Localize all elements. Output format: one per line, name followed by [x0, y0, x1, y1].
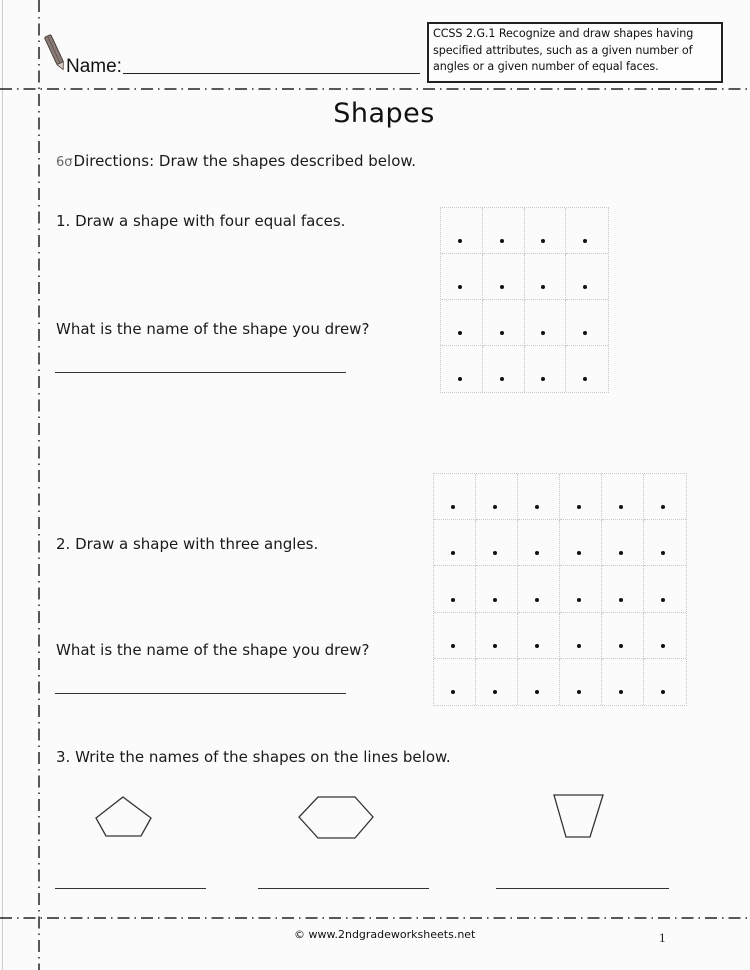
grid-dot — [500, 331, 504, 335]
grid-dot — [500, 239, 504, 243]
grid-cell — [518, 613, 560, 659]
grid-dot — [661, 505, 665, 509]
grid-dot — [619, 551, 623, 555]
grid-cell — [602, 659, 644, 705]
directions — [56, 152, 416, 170]
grid-dot — [619, 690, 623, 694]
pentagon-shape — [90, 792, 160, 842]
grid-cell — [441, 254, 483, 300]
standard-line: specified attributes, such as a given number of — [433, 43, 693, 57]
grid-cell — [644, 659, 686, 705]
page-left-edge — [2, 0, 3, 970]
grid-cell — [560, 474, 602, 520]
grid-dot — [493, 690, 497, 694]
question-3-prompt: 3. Write the names of the shapes on the lines below. — [56, 748, 451, 766]
grid-cell — [566, 208, 608, 254]
grid-cell — [518, 520, 560, 566]
grid-dot — [541, 331, 545, 335]
grid-dot — [451, 505, 455, 509]
grid-dot — [493, 644, 497, 648]
grid-cell — [566, 300, 608, 346]
grid-cell — [476, 566, 518, 612]
standard-box — [427, 22, 723, 83]
vertical-cut-line — [37, 0, 41, 970]
grid-dot — [535, 690, 539, 694]
grid-cell — [644, 566, 686, 612]
question-1-dot-grid[interactable] — [440, 207, 609, 393]
name-label: Name: — [66, 56, 122, 77]
grid-cell — [602, 474, 644, 520]
standard-line: CCSS 2.G.1 Recognize and draw shapes having — [433, 27, 694, 40]
grid-dot — [458, 377, 462, 381]
grid-dot — [458, 239, 462, 243]
grid-cell — [560, 613, 602, 659]
trapezoid-shape — [548, 790, 618, 840]
directions-text: Directions: Draw the shapes described below. — [73, 152, 417, 170]
grid-dot — [493, 551, 497, 555]
question-1-prompt: 1. Draw a shape with four equal faces. — [56, 212, 346, 230]
question-2-followup: What is the name of the shape you drew? — [56, 641, 370, 659]
grid-dot — [577, 598, 581, 602]
grid-dot — [661, 551, 665, 555]
grid-cell — [434, 659, 476, 705]
grid-dot — [583, 285, 587, 289]
grid-cell — [525, 208, 567, 254]
grid-cell — [602, 566, 644, 612]
footer-cut-line — [0, 916, 750, 920]
grid-dot — [451, 644, 455, 648]
grid-dot — [619, 598, 623, 602]
grid-cell — [518, 566, 560, 612]
grid-cell — [644, 474, 686, 520]
grid-cell — [434, 474, 476, 520]
grid-cell — [434, 520, 476, 566]
grid-cell — [560, 659, 602, 705]
page-number: 1 — [659, 930, 666, 945]
pencil-icon — [44, 32, 68, 74]
copyright-text: © www.2ndgradeworksheets.net — [294, 928, 476, 941]
grid-dot — [661, 598, 665, 602]
grid-cell — [476, 520, 518, 566]
grid-cell — [560, 520, 602, 566]
page-title: Shapes — [333, 98, 435, 129]
eyeglasses-icon: 6σ — [56, 155, 73, 170]
grid-cell — [644, 520, 686, 566]
grid-dot — [535, 505, 539, 509]
grid-dot — [583, 331, 587, 335]
grid-dot — [577, 644, 581, 648]
grid-cell — [483, 300, 525, 346]
grid-cell — [476, 474, 518, 520]
grid-dot — [535, 598, 539, 602]
grid-dot — [451, 598, 455, 602]
grid-cell — [518, 659, 560, 705]
grid-cell — [518, 474, 560, 520]
grid-dot — [661, 690, 665, 694]
grid-cell — [644, 613, 686, 659]
grid-dot — [535, 551, 539, 555]
grid-cell — [441, 208, 483, 254]
grid-cell — [566, 254, 608, 300]
question-1-followup: What is the name of the shape you drew? — [56, 320, 370, 338]
grid-dot — [451, 551, 455, 555]
grid-dot — [583, 377, 587, 381]
grid-dot — [577, 690, 581, 694]
grid-dot — [458, 331, 462, 335]
grid-cell — [525, 300, 567, 346]
grid-cell — [483, 254, 525, 300]
grid-cell — [566, 346, 608, 392]
grid-cell — [476, 613, 518, 659]
standard-line: angles or a given number of equal faces. — [433, 60, 659, 73]
question-2-prompt: 2. Draw a shape with three angles. — [56, 535, 319, 553]
grid-cell — [441, 300, 483, 346]
grid-cell — [525, 346, 567, 392]
grid-dot — [500, 285, 504, 289]
grid-dot — [493, 598, 497, 602]
question-2-dot-grid[interactable] — [433, 473, 687, 706]
name-input-line[interactable] — [123, 73, 420, 74]
grid-cell — [602, 613, 644, 659]
grid-dot — [458, 285, 462, 289]
grid-dot — [541, 377, 545, 381]
grid-dot — [577, 505, 581, 509]
grid-cell — [602, 520, 644, 566]
grid-dot — [619, 644, 623, 648]
grid-dot — [493, 505, 497, 509]
grid-dot — [500, 377, 504, 381]
grid-dot — [535, 644, 539, 648]
grid-cell — [483, 346, 525, 392]
grid-dot — [619, 505, 623, 509]
pentagon-answer-line[interactable] — [55, 888, 206, 889]
grid-dot — [577, 551, 581, 555]
grid-dot — [541, 239, 545, 243]
grid-cell — [434, 566, 476, 612]
grid-cell — [476, 659, 518, 705]
question-2-answer-line[interactable] — [55, 693, 346, 694]
question-1-answer-line[interactable] — [55, 372, 346, 373]
grid-cell — [441, 346, 483, 392]
grid-dot — [451, 690, 455, 694]
grid-cell — [483, 208, 525, 254]
grid-dot — [583, 239, 587, 243]
grid-cell — [434, 613, 476, 659]
grid-dot — [661, 644, 665, 648]
header-cut-line — [0, 87, 750, 91]
grid-cell — [560, 566, 602, 612]
hexagon-answer-line[interactable] — [258, 888, 429, 889]
grid-dot — [541, 285, 545, 289]
grid-cell — [525, 254, 567, 300]
hexagon-shape — [292, 792, 382, 842]
trapezoid-answer-line[interactable] — [496, 888, 669, 889]
